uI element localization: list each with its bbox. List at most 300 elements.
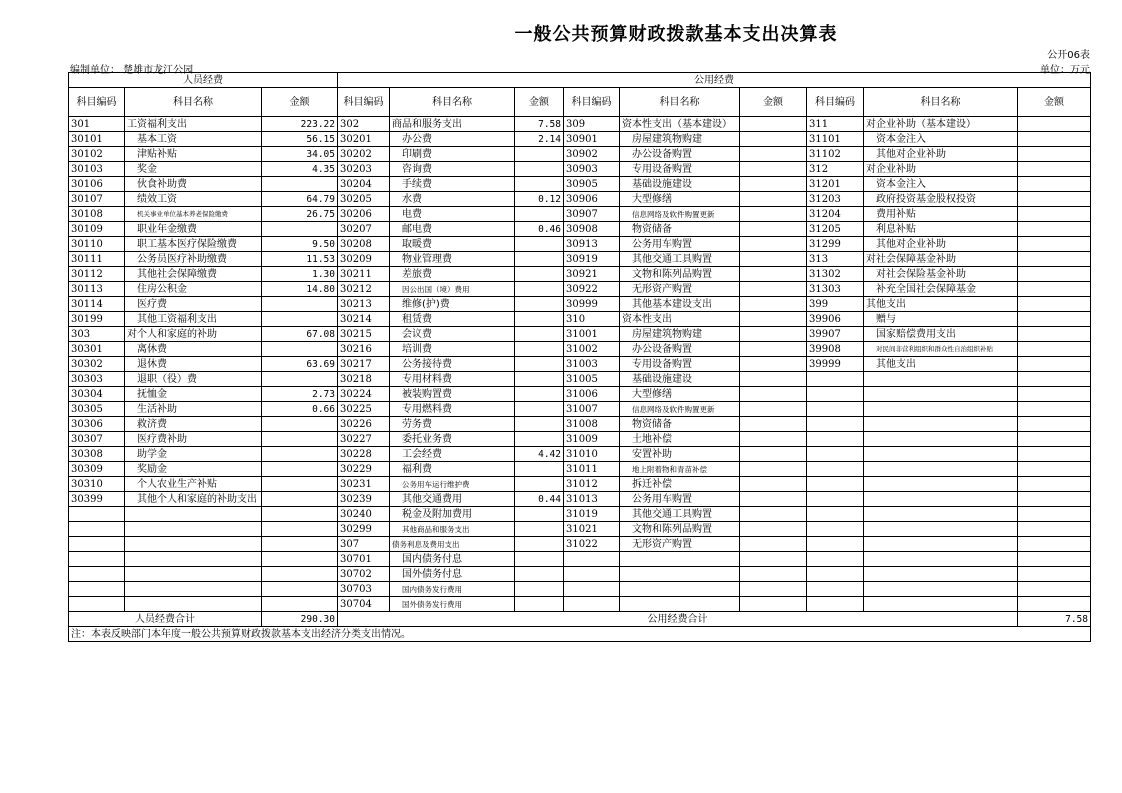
personnel-item-code: 30108 [69, 207, 125, 222]
personnel-item-code: 301 [69, 117, 125, 132]
personnel-item-name [125, 537, 262, 552]
other-item-code: 31299 [807, 237, 864, 252]
personnel-item-name: 医疗费 [125, 297, 262, 312]
capital-item-name [620, 582, 740, 597]
table-row [69, 237, 1091, 252]
personnel-total-value: 290.30 [262, 612, 338, 627]
other-item-amount [1018, 342, 1091, 357]
goods-item-name: 电费 [390, 207, 515, 222]
other-item-name: 利息补贴 [864, 222, 1018, 237]
other-item-code: 31201 [807, 177, 864, 192]
personnel-section-header: 人员经费 [69, 73, 338, 88]
personnel-item-name [125, 597, 262, 612]
capital-item-name: 物资储备 [620, 417, 740, 432]
other-item-name: 对社会保险基金补助 [864, 267, 1018, 282]
goods-item-name: 印刷费 [390, 147, 515, 162]
goods-item-name: 税金及附加费用 [390, 507, 515, 522]
other-item-name: 赠与 [864, 312, 1018, 327]
goods-item-name: 国内债务付息 [390, 552, 515, 567]
public-total-label: 公用经费合计 [338, 612, 1018, 627]
goods-item-amount: 7.58 [515, 117, 564, 132]
capital-item-code: 31011 [564, 462, 620, 477]
capital-item-amount [740, 312, 807, 327]
goods-item-code: 30215 [338, 327, 390, 342]
goods-item-amount [515, 342, 564, 357]
table-row [69, 447, 1091, 462]
totals-row [69, 612, 1091, 627]
personnel-item-amount [262, 537, 338, 552]
goods-item-name: 工会经费 [390, 447, 515, 462]
personnel-item-name: 奖金 [125, 162, 262, 177]
personnel-item-code: 30114 [69, 297, 125, 312]
other-item-amount [1018, 582, 1091, 597]
other-item-amount [1018, 537, 1091, 552]
table-row [69, 522, 1091, 537]
personnel-item-name: 救济费 [125, 417, 262, 432]
personnel-item-code: 30110 [69, 237, 125, 252]
personnel-item-name: 其他社会保障缴费 [125, 267, 262, 282]
goods-item-amount [515, 417, 564, 432]
table-row [69, 372, 1091, 387]
other-item-code [807, 582, 864, 597]
other-item-name [864, 582, 1018, 597]
goods-item-amount: 0.12 [515, 192, 564, 207]
other-item-name [864, 597, 1018, 612]
column-header-amount: 金额 [740, 88, 807, 117]
column-header-amount: 金额 [1018, 88, 1091, 117]
goods-item-amount: 4.42 [515, 447, 564, 462]
personnel-item-code: 30301 [69, 342, 125, 357]
goods-item-amount [515, 432, 564, 447]
personnel-item-amount [262, 177, 338, 192]
personnel-item-amount [262, 372, 338, 387]
other-item-amount [1018, 552, 1091, 567]
other-item-name: 资本金注入 [864, 177, 1018, 192]
capital-item-name: 基础设施建设 [620, 372, 740, 387]
goods-item-code: 307 [338, 537, 390, 552]
goods-item-name: 取暖费 [390, 237, 515, 252]
other-item-code: 39906 [807, 312, 864, 327]
capital-item-amount [740, 552, 807, 567]
capital-item-code: 31010 [564, 447, 620, 462]
goods-item-name: 因公出国（境）费用 [390, 282, 515, 297]
goods-item-amount [515, 522, 564, 537]
other-item-name [864, 447, 1018, 462]
goods-item-name: 国内债务发行费用 [390, 582, 515, 597]
goods-item-name: 公务接待费 [390, 357, 515, 372]
goods-item-code: 30225 [338, 402, 390, 417]
capital-item-name: 安置补助 [620, 447, 740, 462]
capital-item-code: 31021 [564, 522, 620, 537]
personnel-item-code: 303 [69, 327, 125, 342]
personnel-item-code: 30109 [69, 222, 125, 237]
personnel-item-code [69, 522, 125, 537]
personnel-item-name: 职业年金缴费 [125, 222, 262, 237]
personnel-item-name: 离休费 [125, 342, 262, 357]
column-header-code: 科目编码 [338, 88, 390, 117]
goods-item-code: 302 [338, 117, 390, 132]
capital-item-name: 其他交通工具购置 [620, 507, 740, 522]
other-item-name [864, 462, 1018, 477]
table-row [69, 597, 1091, 612]
goods-item-amount [515, 477, 564, 492]
personnel-item-amount [262, 417, 338, 432]
column-header-amount: 金额 [515, 88, 564, 117]
goods-item-amount [515, 312, 564, 327]
other-item-code [807, 402, 864, 417]
other-item-amount [1018, 252, 1091, 267]
capital-item-amount [740, 207, 807, 222]
other-item-amount [1018, 132, 1091, 147]
goods-item-code: 30203 [338, 162, 390, 177]
form-number: 公开06表 [1047, 50, 1090, 61]
capital-item-amount [740, 537, 807, 552]
capital-item-name: 办公设备购置 [620, 147, 740, 162]
column-header-amount: 金额 [262, 88, 338, 117]
goods-item-name: 办公费 [390, 132, 515, 147]
personnel-item-name: 工资福利支出 [125, 117, 262, 132]
personnel-item-code: 30106 [69, 177, 125, 192]
capital-item-name: 资本性支出（基本建设） [620, 117, 740, 132]
capital-item-amount [740, 252, 807, 267]
capital-item-code: 30921 [564, 267, 620, 282]
goods-item-code: 30207 [338, 222, 390, 237]
other-item-amount [1018, 297, 1091, 312]
personnel-item-code: 30399 [69, 492, 125, 507]
capital-item-code: 31001 [564, 327, 620, 342]
footnote: 注：本表反映部门本年度一般公共预算财政拨款基本支出经济分类支出情况。 [69, 627, 1091, 642]
other-item-code [807, 492, 864, 507]
other-item-code [807, 567, 864, 582]
section-header-row [69, 73, 1091, 88]
other-item-amount [1018, 222, 1091, 237]
goods-item-name: 咨询费 [390, 162, 515, 177]
capital-item-name: 房屋建筑物购建 [620, 327, 740, 342]
goods-item-amount [515, 147, 564, 162]
personnel-item-amount [262, 582, 338, 597]
goods-item-name: 水费 [390, 192, 515, 207]
capital-item-name: 无形资产购置 [620, 537, 740, 552]
goods-item-name: 债务利息及费用支出 [390, 537, 515, 552]
table-row [69, 117, 1091, 132]
column-header-code: 科目编码 [69, 88, 125, 117]
capital-item-name: 大型修缮 [620, 387, 740, 402]
capital-item-code: 31006 [564, 387, 620, 402]
capital-item-amount [740, 357, 807, 372]
other-item-code: 31203 [807, 192, 864, 207]
capital-item-name: 资本性支出 [620, 312, 740, 327]
other-item-amount [1018, 147, 1091, 162]
other-item-name: 对民间非营利组织和群众性自治组织补贴 [864, 342, 1018, 357]
goods-item-amount [515, 267, 564, 282]
capital-item-code: 31019 [564, 507, 620, 522]
personnel-item-amount [262, 462, 338, 477]
other-item-amount [1018, 237, 1091, 252]
capital-item-code: 31008 [564, 417, 620, 432]
capital-item-name: 其他交通工具购置 [620, 252, 740, 267]
other-item-code: 31302 [807, 267, 864, 282]
capital-item-amount [740, 237, 807, 252]
capital-item-name: 基础设施建设 [620, 177, 740, 192]
table-row [69, 312, 1091, 327]
personnel-item-name [125, 567, 262, 582]
goods-item-name: 维修(护)费 [390, 297, 515, 312]
capital-item-amount [740, 492, 807, 507]
other-item-name [864, 417, 1018, 432]
capital-item-code: 31012 [564, 477, 620, 492]
other-item-code [807, 597, 864, 612]
personnel-item-code: 30306 [69, 417, 125, 432]
capital-item-name: 房屋建筑物购建 [620, 132, 740, 147]
table-row [69, 417, 1091, 432]
other-item-name [864, 492, 1018, 507]
goods-item-amount [515, 372, 564, 387]
other-item-code: 39907 [807, 327, 864, 342]
capital-item-name: 其他基本建设支出 [620, 297, 740, 312]
other-item-name: 补充全国社会保障基金 [864, 282, 1018, 297]
other-item-name: 其他支出 [864, 357, 1018, 372]
goods-item-amount [515, 387, 564, 402]
capital-item-amount [740, 387, 807, 402]
goods-item-amount: 0.46 [515, 222, 564, 237]
table-row [69, 507, 1091, 522]
table-row [69, 297, 1091, 312]
table-row [69, 582, 1091, 597]
capital-item-amount [740, 117, 807, 132]
other-item-code: 31303 [807, 282, 864, 297]
capital-item-name: 文物和陈列品购置 [620, 267, 740, 282]
goods-item-amount [515, 207, 564, 222]
goods-item-amount [515, 162, 564, 177]
capital-item-code: 31007 [564, 402, 620, 417]
capital-item-name: 物资储备 [620, 222, 740, 237]
other-item-amount [1018, 522, 1091, 537]
personnel-item-amount [262, 222, 338, 237]
goods-item-name: 培训费 [390, 342, 515, 357]
table-row [69, 132, 1091, 147]
capital-item-code: 30919 [564, 252, 620, 267]
capital-item-amount [740, 477, 807, 492]
goods-item-name: 租赁费 [390, 312, 515, 327]
personnel-item-code [69, 582, 125, 597]
capital-item-code: 31022 [564, 537, 620, 552]
personnel-item-name [125, 582, 262, 597]
other-item-code [807, 537, 864, 552]
other-item-amount [1018, 402, 1091, 417]
other-item-name [864, 402, 1018, 417]
table-row [69, 477, 1091, 492]
table-row [69, 492, 1091, 507]
capital-item-amount [740, 162, 807, 177]
capital-item-amount [740, 582, 807, 597]
other-item-name [864, 507, 1018, 522]
capital-item-code [564, 597, 620, 612]
personnel-item-amount: 1.30 [262, 267, 338, 282]
capital-item-name: 无形资产购置 [620, 282, 740, 297]
personnel-item-name: 住房公积金 [125, 282, 262, 297]
personnel-item-amount: 0.66 [262, 402, 338, 417]
other-item-name: 其他对企业补助 [864, 237, 1018, 252]
personnel-item-name: 基本工资 [125, 132, 262, 147]
table-row [69, 402, 1091, 417]
capital-item-amount [740, 507, 807, 522]
goods-item-code: 30239 [338, 492, 390, 507]
other-item-code [807, 462, 864, 477]
column-header-row [69, 88, 1091, 117]
capital-item-name [620, 567, 740, 582]
other-item-code [807, 552, 864, 567]
other-item-name [864, 477, 1018, 492]
capital-item-name: 信息网络及软件购置更新 [620, 207, 740, 222]
goods-item-name: 差旅费 [390, 267, 515, 282]
goods-item-amount [515, 327, 564, 342]
capital-item-amount [740, 222, 807, 237]
other-item-code [807, 372, 864, 387]
personnel-item-amount: 56.15 [262, 132, 338, 147]
personnel-item-code: 30112 [69, 267, 125, 282]
goods-item-amount: 0.44 [515, 492, 564, 507]
table-row [69, 567, 1091, 582]
personnel-item-code: 30303 [69, 372, 125, 387]
personnel-item-amount: 4.35 [262, 162, 338, 177]
goods-item-amount [515, 567, 564, 582]
other-item-code: 31101 [807, 132, 864, 147]
goods-item-name: 其他交通费用 [390, 492, 515, 507]
table-row [69, 177, 1091, 192]
other-item-name [864, 552, 1018, 567]
capital-item-name: 土地补偿 [620, 432, 740, 447]
public-section-header: 公用经费 [338, 73, 1091, 88]
other-item-amount [1018, 162, 1091, 177]
expenditure-table [68, 72, 1091, 642]
personnel-item-code: 30103 [69, 162, 125, 177]
personnel-item-code: 30304 [69, 387, 125, 402]
personnel-item-amount: 64.79 [262, 192, 338, 207]
other-item-amount [1018, 177, 1091, 192]
personnel-item-code [69, 507, 125, 522]
goods-item-code: 30218 [338, 372, 390, 387]
personnel-item-amount: 11.53 [262, 252, 338, 267]
personnel-item-code: 30308 [69, 447, 125, 462]
other-item-name [864, 372, 1018, 387]
other-item-name [864, 432, 1018, 447]
other-item-code: 312 [807, 162, 864, 177]
other-item-name: 其他支出 [864, 297, 1018, 312]
goods-item-amount [515, 597, 564, 612]
other-item-code [807, 522, 864, 537]
other-item-amount [1018, 312, 1091, 327]
goods-item-amount [515, 297, 564, 312]
personnel-item-name: 个人农业生产补贴 [125, 477, 262, 492]
capital-item-amount [740, 282, 807, 297]
personnel-item-code: 30305 [69, 402, 125, 417]
capital-item-code: 30903 [564, 162, 620, 177]
goods-item-code: 30217 [338, 357, 390, 372]
personnel-item-amount [262, 447, 338, 462]
other-item-name: 费用补贴 [864, 207, 1018, 222]
goods-item-code: 30228 [338, 447, 390, 462]
capital-item-code: 30913 [564, 237, 620, 252]
other-item-amount [1018, 417, 1091, 432]
goods-item-name: 被装购置费 [390, 387, 515, 402]
goods-item-name: 公务用车运行维护费 [390, 477, 515, 492]
personnel-item-amount [262, 597, 338, 612]
other-item-code: 31204 [807, 207, 864, 222]
capital-item-code: 31003 [564, 357, 620, 372]
personnel-item-code [69, 552, 125, 567]
goods-item-code: 30211 [338, 267, 390, 282]
personnel-item-amount [262, 522, 338, 537]
capital-item-amount [740, 327, 807, 342]
capital-item-name: 拆迁补偿 [620, 477, 740, 492]
page-title: 一般公共预算财政拨款基本支出决算表 [514, 24, 838, 45]
capital-item-code [564, 582, 620, 597]
personnel-item-amount [262, 507, 338, 522]
other-item-amount [1018, 567, 1091, 582]
goods-item-name: 国外债务付息 [390, 567, 515, 582]
personnel-item-amount: 2.73 [262, 387, 338, 402]
capital-item-amount [740, 522, 807, 537]
capital-item-amount [740, 147, 807, 162]
capital-item-amount [740, 447, 807, 462]
capital-item-code: 31002 [564, 342, 620, 357]
other-item-name: 对企业补助 [864, 162, 1018, 177]
capital-item-name [620, 597, 740, 612]
capital-item-amount [740, 417, 807, 432]
other-item-name [864, 537, 1018, 552]
other-item-amount [1018, 267, 1091, 282]
goods-item-code: 30204 [338, 177, 390, 192]
capital-item-amount [740, 597, 807, 612]
table-row [69, 537, 1091, 552]
personnel-item-amount [262, 432, 338, 447]
other-item-code: 31102 [807, 147, 864, 162]
personnel-item-code [69, 567, 125, 582]
capital-item-amount [740, 132, 807, 147]
other-item-amount [1018, 462, 1091, 477]
other-item-code [807, 417, 864, 432]
personnel-item-name: 抚恤金 [125, 387, 262, 402]
goods-item-code: 30231 [338, 477, 390, 492]
column-header-name: 科目名称 [390, 88, 515, 117]
capital-item-code: 31005 [564, 372, 620, 387]
goods-item-code: 30205 [338, 192, 390, 207]
other-item-code: 39999 [807, 357, 864, 372]
personnel-item-amount: 9.50 [262, 237, 338, 252]
personnel-item-name: 机关事业单位基本养老保险缴费 [125, 207, 262, 222]
other-item-name: 国家赔偿费用支出 [864, 327, 1018, 342]
table-row [69, 267, 1091, 282]
personnel-item-code [69, 537, 125, 552]
other-item-name: 对企业补助（基本建设） [864, 117, 1018, 132]
goods-item-code: 30214 [338, 312, 390, 327]
personnel-item-name: 职工基本医疗保险缴费 [125, 237, 262, 252]
capital-item-code: 310 [564, 312, 620, 327]
other-item-code [807, 477, 864, 492]
capital-item-code: 30999 [564, 297, 620, 312]
goods-item-name: 物业管理费 [390, 252, 515, 267]
goods-item-amount [515, 282, 564, 297]
goods-item-name: 专用燃料费 [390, 402, 515, 417]
goods-item-code: 30209 [338, 252, 390, 267]
goods-item-code: 30212 [338, 282, 390, 297]
goods-item-amount [515, 237, 564, 252]
other-item-name [864, 387, 1018, 402]
other-item-code [807, 507, 864, 522]
personnel-item-code: 30307 [69, 432, 125, 447]
capital-item-name: 大型修缮 [620, 192, 740, 207]
personnel-item-amount: 34.05 [262, 147, 338, 162]
